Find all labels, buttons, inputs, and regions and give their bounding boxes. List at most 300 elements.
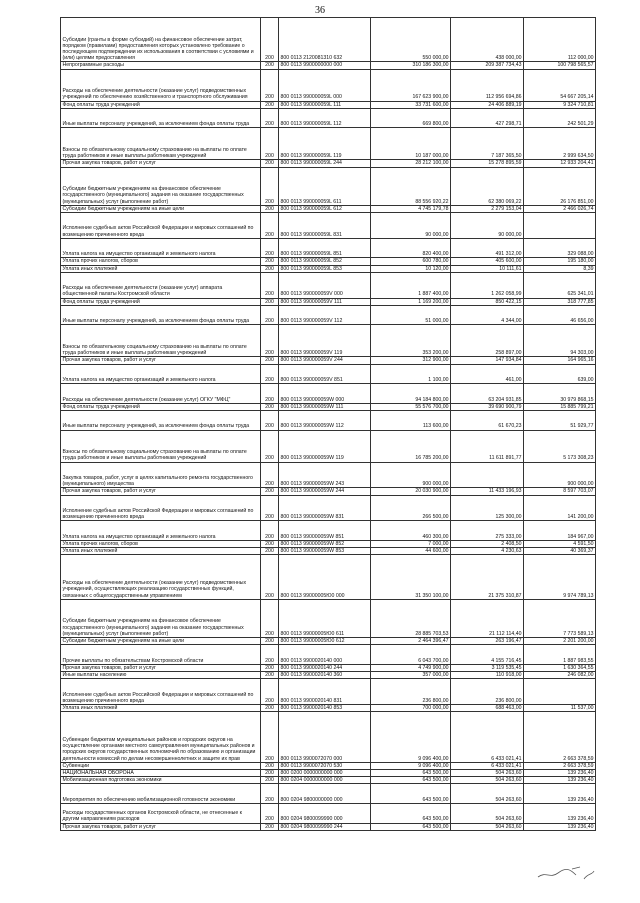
row-remainder-cell: 12 933 204,41 <box>524 160 596 167</box>
row-executed-cell: 263 196,47 <box>451 637 524 644</box>
row-remainder-cell: 51 929,77 <box>524 410 596 430</box>
row-code-cell: 200 <box>261 62 279 69</box>
row-name-cell: Уплата прочих налогов, сборов <box>61 258 261 265</box>
row-remainder-cell: 2 999 634,50 <box>524 128 596 160</box>
table-row <box>61 410 596 430</box>
table-row <box>61 599 596 637</box>
row-code-cell: 200 <box>261 462 279 488</box>
row-code-cell: 200 <box>261 69 279 101</box>
row-executed-cell: 147 934,84 <box>451 357 524 364</box>
row-name-cell: Субвенции бюджетам муниципальных районов и городских округов на осуществление органами местного самоуправления муниципальных районов и городских округов государственных полномочий по образованию и организации деятельности комиссий по делам несовершеннолетних и защите их прав <box>61 712 261 763</box>
row-name-cell: НАЦИОНАЛЬНАЯ ОБОРОНА <box>61 769 261 776</box>
row-name-cell: Мероприятия по обеспечению мобилизационной готовности экономики <box>61 784 261 804</box>
page-number: 36 <box>315 5 325 16</box>
row-remainder-cell: 100 798 565,57 <box>524 62 596 69</box>
row-classification-cell: 800 0200 0000000000 000 <box>279 769 371 776</box>
row-code-cell: 200 <box>261 205 279 212</box>
row-approved-cell: 51 000,00 <box>371 305 451 325</box>
row-remainder-cell: 139 236,40 <box>524 823 596 830</box>
row-approved-cell: 94 184 800,00 <box>371 384 451 404</box>
table-row <box>61 128 596 160</box>
row-approved-cell: 10 120,00 <box>371 265 451 272</box>
row-remainder-cell: 2 201 200,00 <box>524 637 596 644</box>
row-name-cell: Расходы на обеспечение деятельности (оказание услуг) подведомственных учреждений по обеспечению хозяйственного и транспортного обслуживания <box>61 69 261 101</box>
table-row <box>61 325 596 357</box>
row-name-cell: Уплата прочих налогов, сборов <box>61 540 261 547</box>
row-name-cell: Взносы по обязательному социальному страхованию на выплаты по оплате труда работников и иные выплаты работникам учреждений <box>61 325 261 357</box>
row-classification-cell: 800 0113 99000005Ю0 612 <box>279 637 371 644</box>
row-executed-cell: 504 263,60 <box>451 803 524 823</box>
row-executed-cell: 62 380 069,22 <box>451 167 524 205</box>
row-classification-cell: 800 0113 990000059L 612 <box>279 205 371 212</box>
row-executed-cell: 4 344,00 <box>451 305 524 325</box>
row-remainder-cell: 2 663 378,59 <box>524 712 596 763</box>
row-name-cell: Мобилизационная подготовка экономики <box>61 777 261 784</box>
table-row <box>61 384 596 404</box>
row-approved-cell: 44 600,00 <box>371 548 451 555</box>
table-row <box>61 540 596 547</box>
row-approved-cell: 7 000,00 <box>371 540 451 547</box>
row-approved-cell: 2 464 396,47 <box>371 637 451 644</box>
row-approved-cell: 1 100,00 <box>371 364 451 384</box>
row-approved-cell: 10 187 000,00 <box>371 128 451 160</box>
row-classification-cell: 800 0113 990000059V 112 <box>279 305 371 325</box>
row-approved-cell: 9 096 400,00 <box>371 712 451 763</box>
table-row <box>61 403 596 410</box>
row-code-cell: 200 <box>261 410 279 430</box>
row-executed-cell: 491 312,00 <box>451 238 524 258</box>
row-remainder-cell: 7 773 589,13 <box>524 599 596 637</box>
row-remainder-cell: 11 537,00 <box>524 704 596 711</box>
row-name-cell: Иные выплаты персоналу учреждений, за исключением фонда оплаты труда <box>61 305 261 325</box>
row-code-cell: 200 <box>261 364 279 384</box>
row-remainder-cell: 139 236,40 <box>524 803 596 823</box>
row-classification-cell: 800 0113 990000059W 112 <box>279 410 371 430</box>
row-remainder-cell: 139 236,40 <box>524 777 596 784</box>
row-executed-cell: 504 263,60 <box>451 823 524 830</box>
table-row <box>61 645 596 665</box>
row-remainder-cell: 54 667 205,14 <box>524 69 596 101</box>
row-remainder-cell: 1 630 364,55 <box>524 664 596 671</box>
row-classification-cell: 800 0113 990000059W 852 <box>279 540 371 547</box>
row-code-cell: 200 <box>261 664 279 671</box>
row-remainder-cell <box>524 679 596 705</box>
row-classification-cell: 800 0113 99000005Ю0 611 <box>279 599 371 637</box>
table-row <box>61 101 596 108</box>
row-remainder-cell: 46 656,00 <box>524 305 596 325</box>
row-approved-cell: 1 887 400,00 <box>371 272 451 298</box>
row-executed-cell: 504 263,60 <box>451 784 524 804</box>
row-code-cell: 200 <box>261 540 279 547</box>
row-code-cell: 200 <box>261 212 279 238</box>
row-classification-cell: 800 0113 990000059L 112 <box>279 108 371 128</box>
table-row <box>61 69 596 101</box>
row-name-cell: Иные выплаты персоналу учреждений, за исключением фонда оплаты труда <box>61 108 261 128</box>
row-name-cell: Прочая закупка товаров, работ и услуг <box>61 160 261 167</box>
row-classification-cell: 800 0113 990000059W 000 <box>279 384 371 404</box>
row-executed-cell: 90 000,00 <box>451 212 524 238</box>
row-remainder-cell: 2 663 378,59 <box>524 762 596 769</box>
row-name-cell: Субсидии бюджетным учреждениям на финансовое обеспечение государственного (муниципального) задания на оказание государственных (муниципальных) услуг (выполнение работ) <box>61 167 261 205</box>
row-approved-cell: 700 000,00 <box>371 704 451 711</box>
row-classification-cell: 800 0113 990000059L 611 <box>279 167 371 205</box>
table-row <box>61 18 596 62</box>
table-row <box>61 305 596 325</box>
row-code-cell: 200 <box>261 160 279 167</box>
row-executed-cell: 2 408,50 <box>451 540 524 547</box>
row-name-cell: Исполнение судебных актов Российской Федерации и мировых соглашений по возмещению причиненного вреда <box>61 679 261 705</box>
table-row <box>61 430 596 462</box>
row-classification-cell: 800 0204 9800099990 244 <box>279 823 371 830</box>
row-name-cell: Исполнение судебных актов Российской Федерации и мировых соглашений по возмещению причиненного вреда <box>61 212 261 238</box>
row-name-cell: Закупка товаров, работ, услуг в целях капитального ремонта государственного (муниципального) имущества <box>61 462 261 488</box>
table-row <box>61 495 596 521</box>
row-remainder-cell: 2 466 026,74 <box>524 205 596 212</box>
row-name-cell: Субсидии (гранты в форме субсидий) на финансовое обеспечение затрат, порядком (правилами) предоставления которых установлено требование о последующем подтверждении их использования в соответствии с условиями и (или) целями предоставления <box>61 18 261 62</box>
table-row <box>61 784 596 804</box>
table-row <box>61 769 596 776</box>
row-remainder-cell: 8,39 <box>524 265 596 272</box>
row-approved-cell: 460 300,00 <box>371 521 451 541</box>
row-remainder-cell: 625 341,01 <box>524 272 596 298</box>
row-remainder-cell: 141 200,00 <box>524 495 596 521</box>
row-executed-cell: 110 918,00 <box>451 671 524 678</box>
row-name-cell: Фонд оплаты труда учреждений <box>61 101 261 108</box>
row-executed-cell <box>451 462 524 488</box>
row-executed-cell: 21 375 310,87 <box>451 555 524 599</box>
row-name-cell: Уплата налога на имущество организаций и земельного налога <box>61 238 261 258</box>
row-executed-cell: 258 897,00 <box>451 325 524 357</box>
row-name-cell: Субвенции <box>61 762 261 769</box>
row-approved-cell: 669 800,00 <box>371 108 451 128</box>
table-row <box>61 238 596 258</box>
row-approved-cell: 266 500,00 <box>371 495 451 521</box>
row-executed-cell: 7 187 365,50 <box>451 128 524 160</box>
row-approved-cell: 90 000,00 <box>371 212 451 238</box>
row-remainder-cell: 40 369,37 <box>524 548 596 555</box>
row-name-cell: Прочие выплаты по обязательствам Костромской области <box>61 645 261 665</box>
row-name-cell: Субсидии бюджетным учреждениям на иные цели <box>61 205 261 212</box>
table-row <box>61 108 596 128</box>
row-executed-cell: 3 119 535,45 <box>451 664 524 671</box>
row-remainder-cell: 5 173 308,23 <box>524 430 596 462</box>
row-approved-cell: 16 785 200,00 <box>371 430 451 462</box>
row-remainder-cell: 112 000,00 <box>524 18 596 62</box>
row-approved-cell: 643 500,00 <box>371 777 451 784</box>
row-remainder-cell: 1 887 983,55 <box>524 645 596 665</box>
row-code-cell: 200 <box>261 762 279 769</box>
row-classification-cell: 800 0113 990000059L 853 <box>279 265 371 272</box>
table-row <box>61 357 596 364</box>
row-name-cell: Уплата иных платежей <box>61 265 261 272</box>
row-approved-cell: 6 043 700,00 <box>371 645 451 665</box>
row-name-cell: Фонд оплаты труда учреждений <box>61 403 261 410</box>
row-name-cell: Непрограммные расходы <box>61 62 261 69</box>
row-approved-cell: 167 623 900,00 <box>371 69 451 101</box>
table-row <box>61 548 596 555</box>
row-classification-cell: 800 0113 990000059L 244 <box>279 160 371 167</box>
row-approved-cell: 353 200,00 <box>371 325 451 357</box>
row-code-cell: 200 <box>261 128 279 160</box>
row-remainder-cell: 164 965,16 <box>524 357 596 364</box>
row-executed-cell: 6 433 021,41 <box>451 762 524 769</box>
table-row <box>61 762 596 769</box>
row-approved-cell: 28 885 703,53 <box>371 599 451 637</box>
row-executed-cell: 10 111,61 <box>451 265 524 272</box>
table-row <box>61 205 596 212</box>
row-approved-cell: 820 400,00 <box>371 238 451 258</box>
row-code-cell: 200 <box>261 637 279 644</box>
row-code-cell: 200 <box>261 18 279 62</box>
row-name-cell: Расходы на обеспечение деятельности (оказание услуг) аппарата общественной палаты Костромской области <box>61 272 261 298</box>
table-row <box>61 258 596 265</box>
row-classification-cell: 800 0204 9800000000 000 <box>279 784 371 804</box>
row-remainder-cell: 9 974 789,13 <box>524 555 596 599</box>
row-remainder-cell: 900 000,00 <box>524 462 596 488</box>
row-code-cell: 200 <box>261 430 279 462</box>
table-row <box>61 212 596 238</box>
row-executed-cell: 61 670,23 <box>451 410 524 430</box>
row-name-cell: Уплата налога на имущество организаций и земельного налога <box>61 521 261 541</box>
table-row <box>61 555 596 599</box>
row-executed-cell: 504 263,60 <box>451 777 524 784</box>
row-name-cell: Фонд оплаты труда учреждений <box>61 298 261 305</box>
row-remainder-cell: 15 885 799,21 <box>524 403 596 410</box>
table-row <box>61 272 596 298</box>
row-classification-cell: 800 0113 990000059L 831 <box>279 212 371 238</box>
row-executed-cell: 63 204 931,85 <box>451 384 524 404</box>
row-remainder-cell: 4 591,50 <box>524 540 596 547</box>
row-approved-cell: 312 900,00 <box>371 357 451 364</box>
row-name-cell: Субсидии бюджетным учреждениям на финансовое обеспечение государственного (муниципального) задания на оказание государственных (муниципальных) услуг (выполнение работ) <box>61 599 261 637</box>
row-name-cell: Прочая закупка товаров, работ и услуг <box>61 357 261 364</box>
row-code-cell: 200 <box>261 305 279 325</box>
budget-execution-table <box>60 17 596 831</box>
table-row <box>61 664 596 671</box>
table-row <box>61 823 596 830</box>
row-code-cell: 200 <box>261 403 279 410</box>
row-classification-cell: 800 0204 9800099990 000 <box>279 803 371 823</box>
row-executed-cell: 504 263,60 <box>451 769 524 776</box>
row-classification-cell: 800 0113 9900000000 000 <box>279 62 371 69</box>
row-executed-cell: 125 300,00 <box>451 495 524 521</box>
row-remainder-cell: 184 967,00 <box>524 521 596 541</box>
row-executed-cell: 427 298,71 <box>451 108 524 128</box>
row-executed-cell: 11 433 196,93 <box>451 488 524 495</box>
row-name-cell: Прочая закупка товаров, работ и услуг <box>61 488 261 495</box>
row-classification-cell: 800 0113 990000059L 000 <box>279 69 371 101</box>
row-code-cell: 200 <box>261 599 279 637</box>
row-executed-cell: 236 800,00 <box>451 679 524 705</box>
row-code-cell: 200 <box>261 272 279 298</box>
row-approved-cell: 88 556 920,22 <box>371 167 451 205</box>
row-code-cell: 200 <box>261 101 279 108</box>
row-classification-cell: 800 0113 9900020140 853 <box>279 704 371 711</box>
row-approved-cell: 20 030 900,00 <box>371 488 451 495</box>
row-classification-cell: 800 0113 990000059V 851 <box>279 364 371 384</box>
row-classification-cell: 800 0113 990000059V 119 <box>279 325 371 357</box>
row-name-cell: Уплата налога на имущество организаций и земельного налога <box>61 364 261 384</box>
table-row <box>61 671 596 678</box>
row-code-cell: 200 <box>261 548 279 555</box>
table-body <box>61 18 596 831</box>
table-row <box>61 265 596 272</box>
row-executed-cell: 275 333,00 <box>451 521 524 541</box>
row-name-cell: Уплата иных платежей <box>61 548 261 555</box>
row-classification-cell: 800 0113 990000059W 851 <box>279 521 371 541</box>
row-code-cell: 200 <box>261 555 279 599</box>
row-classification-cell: 800 0113 990000059L 119 <box>279 128 371 160</box>
row-name-cell: Расходы на обеспечение деятельности (оказание услуг) подведомственных учреждений, осуществляющих реализацию государственных функций, связанных с общегосударственным управлением <box>61 555 261 599</box>
row-approved-cell: 4 745 179,78 <box>371 205 451 212</box>
row-name-cell: Взносы по обязательному социальному страхованию на выплаты по оплате труда работников и иные выплаты работникам учреждений <box>61 430 261 462</box>
row-code-cell: 200 <box>261 521 279 541</box>
row-approved-cell: 643 500,00 <box>371 823 451 830</box>
row-remainder-cell: 8 597 703,07 <box>524 488 596 495</box>
row-approved-cell: 55 576 700,00 <box>371 403 451 410</box>
table-row <box>61 298 596 305</box>
row-code-cell: 200 <box>261 823 279 830</box>
row-code-cell: 200 <box>261 784 279 804</box>
handwritten-mark-icon <box>536 863 596 883</box>
row-remainder-cell: 318 777,85 <box>524 298 596 305</box>
row-name-cell: Прочая закупка товаров, работ и услуг <box>61 823 261 830</box>
row-executed-cell: 2 279 153,04 <box>451 205 524 212</box>
table-row <box>61 712 596 763</box>
row-approved-cell: 357 000,00 <box>371 671 451 678</box>
row-code-cell: 200 <box>261 258 279 265</box>
row-executed-cell: 4 230,63 <box>451 548 524 555</box>
row-approved-cell: 236 800,00 <box>371 679 451 705</box>
row-remainder-cell: 329 088,00 <box>524 238 596 258</box>
table-row <box>61 704 596 711</box>
row-approved-cell: 550 000,00 <box>371 18 451 62</box>
row-code-cell: 200 <box>261 488 279 495</box>
row-classification-cell: 800 0113 990000059V 244 <box>279 357 371 364</box>
row-executed-cell: 15 278 895,59 <box>451 160 524 167</box>
row-code-cell: 200 <box>261 645 279 665</box>
row-approved-cell: 900 000,00 <box>371 462 451 488</box>
row-executed-cell: 405 600,00 <box>451 258 524 265</box>
row-classification-cell: 800 0113 990000059L 851 <box>279 238 371 258</box>
row-code-cell: 200 <box>261 108 279 128</box>
row-classification-cell: 800 0113 9900020140 000 <box>279 645 371 665</box>
row-code-cell: 200 <box>261 495 279 521</box>
row-approved-cell: 9 096 400,00 <box>371 762 451 769</box>
row-remainder-cell <box>524 212 596 238</box>
row-code-cell: 200 <box>261 325 279 357</box>
row-name-cell: Исполнение судебных актов Российской Федерации и мировых соглашений по возмещению причиненного вреда <box>61 495 261 521</box>
table-row <box>61 803 596 823</box>
row-executed-cell: 850 422,15 <box>451 298 524 305</box>
row-approved-cell: 31 350 100,00 <box>371 555 451 599</box>
row-classification-cell: 800 0204 0000000000 000 <box>279 777 371 784</box>
row-approved-cell: 643 500,00 <box>371 803 451 823</box>
row-name-cell: Прочая закупка товаров, работ и услуг <box>61 664 261 671</box>
row-name-cell: Субсидии бюджетным учреждениям на иные цели <box>61 637 261 644</box>
row-executed-cell: 21 112 114,40 <box>451 599 524 637</box>
row-classification-cell: 800 0113 990000059W 244 <box>279 488 371 495</box>
row-approved-cell: 33 731 600,00 <box>371 101 451 108</box>
table-row <box>61 167 596 205</box>
table-row <box>61 637 596 644</box>
row-code-cell: 200 <box>261 167 279 205</box>
row-code-cell: 200 <box>261 671 279 678</box>
row-code-cell: 200 <box>261 265 279 272</box>
row-executed-cell: 688 463,00 <box>451 704 524 711</box>
row-approved-cell: 28 212 100,00 <box>371 160 451 167</box>
row-approved-cell: 113 600,00 <box>371 410 451 430</box>
row-classification-cell: 800 0113 990000059W 853 <box>279 548 371 555</box>
row-classification-cell: 800 0113 990000059V 000 <box>279 272 371 298</box>
row-remainder-cell: 639,00 <box>524 364 596 384</box>
row-classification-cell: 800 0113 9900020140 360 <box>279 671 371 678</box>
row-remainder-cell: 139 236,40 <box>524 784 596 804</box>
row-code-cell: 200 <box>261 357 279 364</box>
row-code-cell: 200 <box>261 777 279 784</box>
row-remainder-cell: 9 324 710,81 <box>524 101 596 108</box>
row-classification-cell: 800 0113 2120081310 632 <box>279 18 371 62</box>
table-row <box>61 160 596 167</box>
row-executed-cell: 24 406 889,19 <box>451 101 524 108</box>
row-executed-cell: 4 155 716,45 <box>451 645 524 665</box>
row-approved-cell: 600 780,00 <box>371 258 451 265</box>
row-code-cell: 200 <box>261 803 279 823</box>
row-classification-cell: 800 0113 990000059L 852 <box>279 258 371 265</box>
row-classification-cell: 800 0113 990000059W 119 <box>279 430 371 462</box>
row-executed-cell: 6 433 021,41 <box>451 712 524 763</box>
row-approved-cell: 643 500,00 <box>371 784 451 804</box>
row-classification-cell: 800 0113 990000059L 111 <box>279 101 371 108</box>
row-classification-cell: 800 0113 9900020140 831 <box>279 679 371 705</box>
row-approved-cell: 4 749 900,00 <box>371 664 451 671</box>
row-code-cell: 200 <box>261 769 279 776</box>
row-code-cell: 200 <box>261 384 279 404</box>
table-row <box>61 364 596 384</box>
row-executed-cell: 438 000,00 <box>451 18 524 62</box>
row-code-cell: 200 <box>261 298 279 305</box>
row-classification-cell: 800 0113 990000059W 243 <box>279 462 371 488</box>
row-executed-cell: 112 956 694,86 <box>451 69 524 101</box>
row-name-cell: Иные выплаты населению <box>61 671 261 678</box>
row-code-cell: 200 <box>261 712 279 763</box>
row-code-cell: 200 <box>261 238 279 258</box>
row-code-cell: 200 <box>261 704 279 711</box>
row-remainder-cell: 246 082,00 <box>524 671 596 678</box>
table-row <box>61 679 596 705</box>
row-classification-cell: 800 0113 9900072070 000 <box>279 712 371 763</box>
row-remainder-cell: 242 501,29 <box>524 108 596 128</box>
row-executed-cell: 1 262 058,99 <box>451 272 524 298</box>
table-row <box>61 521 596 541</box>
row-remainder-cell: 26 176 851,00 <box>524 167 596 205</box>
row-name-cell: Расходы государственных органов Костромской области, не отнесенные к другим направлениям расходов <box>61 803 261 823</box>
row-remainder-cell: 30 979 868,15 <box>524 384 596 404</box>
table-row <box>61 777 596 784</box>
row-name-cell: Расходы на обеспечение деятельности (оказание услуг) ОГКУ "МФЦ" <box>61 384 261 404</box>
row-classification-cell: 800 0113 9900020140 244 <box>279 664 371 671</box>
row-classification-cell: 800 0113 990000059W 111 <box>279 403 371 410</box>
row-executed-cell: 39 690 900,79 <box>451 403 524 410</box>
row-executed-cell: 461,00 <box>451 364 524 384</box>
table-row <box>61 462 596 488</box>
row-classification-cell: 800 0113 9900072070 530 <box>279 762 371 769</box>
table-row <box>61 62 596 69</box>
row-remainder-cell: 139 236,40 <box>524 769 596 776</box>
row-classification-cell: 800 0113 990000059W 831 <box>279 495 371 521</box>
row-name-cell: Уплата иных платежей <box>61 704 261 711</box>
row-approved-cell: 643 500,00 <box>371 769 451 776</box>
